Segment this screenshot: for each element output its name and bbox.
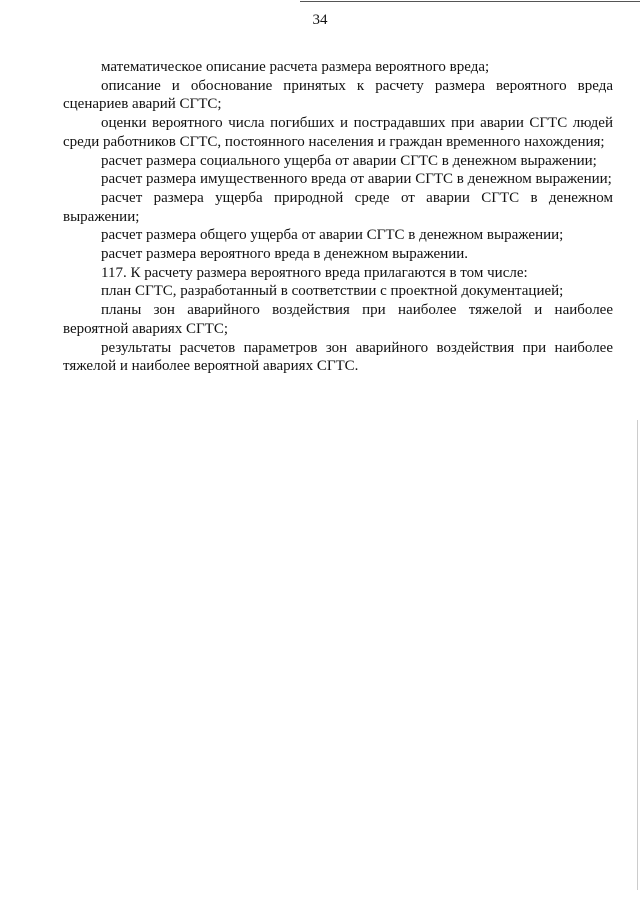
list-item-zone-plans: планы зон аварийного воздействия при наиболее тяжелой и наиболее вероятной авариях СГТС; [63,302,613,337]
list-item-environmental-damage: расчет размера ущерба природной среде от аварии СГТС в денежном выражении; [63,189,613,225]
scan-right-edge [637,420,638,890]
list-item-casualty-estimates: оценки вероятного числа погибших и пострадавших при аварии СГТС людей среди работников СГТС, постоянного населения и граждан временного нахождения; [63,115,613,150]
document-body [63,58,613,376]
list-item-calculation-results: результаты расчетов параметров зон аварийного воздействия при наиболее тяжелой и наиболее вероятной авариях СГТС. [63,339,613,375]
scan-top-rule [300,1,640,2]
list-item-sgts-plan: план СГТС, разработанный в соответствии с проектной документацией; [101,283,564,300]
list-item-total-damage: расчет размера общего ущерба от аварии СГТС в денежном выражении; [101,227,564,244]
clause-117: 117. К расчету размера вероятного вреда прилагаются в том числе: [101,264,528,281]
list-item-probable-harm: расчет размера вероятного вреда в денежном выражении. [101,246,469,263]
list-item-property-damage: расчет размера имущественного вреда от аварии СГТС в денежном выражении; [101,171,612,188]
list-item-scenario-description: описание и обоснование принятых к расчету размера вероятного вреда сценариев аварий СГТС; [63,77,613,113]
page-number: 34 [312,12,328,28]
list-item-math-description: математическое описание расчета размера вероятного вреда; [101,59,490,75]
list-item-social-damage: расчет размера социального ущерба от аварии СГТС в денежном выражении; [101,152,597,169]
